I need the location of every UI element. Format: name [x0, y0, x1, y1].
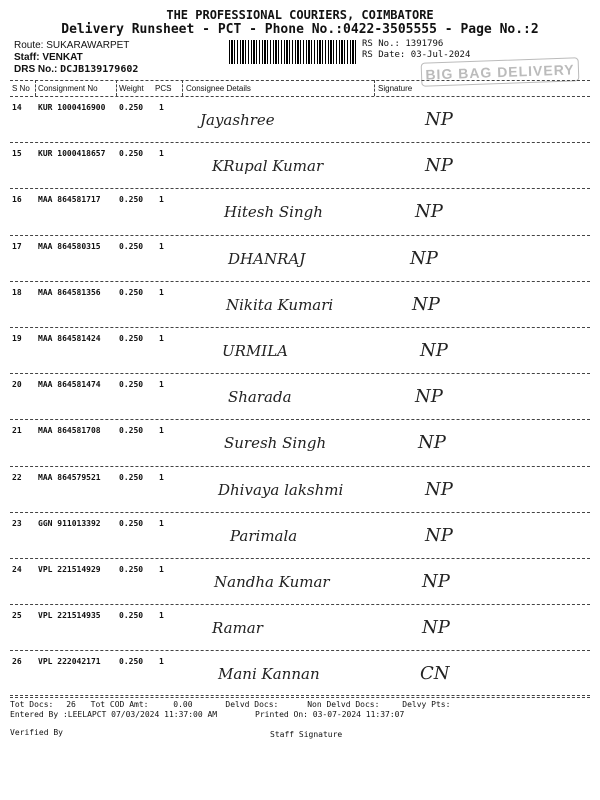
- row-consignee: Ramar: [212, 619, 263, 638]
- row-pcs: 1: [159, 472, 164, 482]
- delvy-pts-label: Delvy Pts:: [402, 700, 451, 709]
- entered-by: Entered By :LEELAPCT 07/03/2024 11:37:00 AM: [10, 710, 218, 719]
- row-consignment: MAA 864581474: [38, 380, 101, 390]
- row-consignee: Mani Kannan: [218, 665, 320, 684]
- col-divider: [116, 80, 117, 96]
- footer-rule: [10, 695, 590, 696]
- rs-date-value: 03-Jul-2024: [410, 50, 471, 60]
- row-weight: 0.250: [119, 195, 144, 205]
- col-header-consignee: Consignee Details: [186, 84, 251, 93]
- row-consignee: Dhivaya lakshmi: [218, 480, 344, 499]
- row-consignment: GGN 911013392: [38, 518, 101, 528]
- verified-by-label: Verified By: [10, 728, 63, 737]
- drs-value: DCJB139179602: [60, 64, 139, 75]
- delivery-stamp: BIG BAG DELIVERY: [421, 57, 580, 86]
- col-header-signature: Signature: [378, 84, 413, 93]
- col-header-pcs: PCS: [155, 84, 172, 93]
- row-signature: NP: [420, 340, 448, 361]
- runsheet-subtitle: Delivery Runsheet - PCT - Phone No.:0422-3505555 - Page No.:2: [61, 22, 539, 37]
- staff-signature-label: Staff Signature: [270, 730, 343, 739]
- row-signature: NP: [422, 571, 450, 592]
- col-divider: [35, 80, 36, 96]
- tot-docs-label: Tot Docs:: [10, 700, 54, 709]
- col-header-sno: S No: [12, 84, 30, 93]
- row-consignment: MAA 864581708: [38, 426, 101, 436]
- row-pcs: 1: [159, 241, 164, 251]
- row-consignee: Nandha Kumar: [214, 573, 330, 591]
- row-pcs: 1: [159, 426, 164, 436]
- staff-label: Staff:: [14, 52, 40, 63]
- company-title: THE PROFESSIONAL COURIERS, COIMBATORE: [166, 8, 434, 22]
- row-weight: 0.250: [119, 149, 144, 159]
- row-consignment: VPL 221514929: [38, 565, 101, 574]
- row-weight: 0.250: [119, 657, 144, 667]
- row-consignee: Hitesh Singh: [224, 203, 323, 222]
- row-weight: 0.250: [119, 611, 144, 621]
- row-weight: 0.250: [119, 241, 144, 251]
- row-consignee: KRupal Kumar: [212, 157, 324, 176]
- row-consignee: Parimala: [230, 526, 298, 545]
- delvd-docs-label: Delvd Docs:: [225, 700, 279, 709]
- row-weight: 0.250: [119, 518, 144, 528]
- row-pcs: 1: [159, 518, 164, 528]
- row-separator: [10, 697, 590, 698]
- row-consignee: Sharada: [228, 388, 292, 407]
- row-weight: 0.250: [119, 287, 144, 297]
- row-sno: 15: [12, 149, 22, 159]
- printed-on: Printed On: 03-07-2024 11:37:07: [255, 710, 405, 719]
- rs-no-label: RS No.:: [362, 39, 400, 49]
- barcode: [229, 40, 357, 64]
- row-sno: 21: [12, 426, 22, 436]
- row-pcs: 1: [159, 287, 164, 297]
- non-delvd-docs-label: Non Delvd Docs:: [307, 700, 380, 709]
- col-header-consignment: Consignment No: [38, 84, 98, 93]
- route-line: [14, 40, 129, 51]
- tot-cod-value: 0.00: [173, 700, 193, 709]
- staff-line: [14, 52, 83, 63]
- row-weight: 0.250: [119, 103, 144, 112]
- route-label: Route:: [14, 40, 44, 51]
- row-consignment: MAA 864579521: [38, 472, 101, 482]
- row-weight: 0.250: [119, 380, 144, 390]
- row-pcs: 1: [159, 657, 164, 667]
- staff-value: VENKAT: [42, 52, 83, 63]
- row-signature: NP: [425, 155, 453, 177]
- row-sno: 17: [12, 241, 22, 251]
- drs-label: DRS No.:: [14, 64, 58, 75]
- row-consignee: Nikita Kumari: [226, 295, 334, 314]
- row-pcs: 1: [159, 149, 164, 159]
- route-value: SUKARAWARPET: [46, 40, 130, 51]
- row-weight: 0.250: [119, 472, 144, 482]
- row-pcs: 1: [159, 611, 164, 621]
- row-sno: 20: [12, 380, 22, 390]
- col-divider: [182, 80, 183, 96]
- drs-line: [14, 64, 138, 75]
- col-divider: [374, 80, 375, 96]
- rs-no-value: 1391796: [405, 39, 444, 49]
- row-sno: 23: [12, 518, 22, 528]
- col-header-weight: Weight: [119, 84, 144, 93]
- row-consignment: KUR 1000418657: [38, 149, 106, 159]
- row-pcs: 1: [159, 334, 164, 343]
- row-consignee: URMILA: [222, 342, 289, 360]
- row-signature: NP: [418, 432, 446, 454]
- row-sno: 14: [12, 103, 22, 112]
- row-consignee: DHANRAJ: [228, 249, 306, 268]
- row-signature: NP: [425, 109, 453, 130]
- header-rule-top: [10, 80, 590, 81]
- row-consignee: Jayashree: [200, 111, 275, 129]
- row-sno: 22: [12, 472, 22, 482]
- row-consignment: MAA 864581717: [38, 195, 101, 205]
- row-consignment: MAA 864581356: [38, 287, 101, 297]
- row-pcs: 1: [159, 380, 164, 390]
- row-sno: 25: [12, 611, 22, 621]
- row-signature: CN: [420, 663, 450, 685]
- row-signature: NP: [410, 247, 438, 269]
- tot-docs-value: 26: [66, 700, 76, 709]
- row-consignee: Suresh Singh: [224, 434, 327, 453]
- row-signature: NP: [422, 617, 450, 639]
- rs-no-line: [362, 39, 443, 49]
- row-pcs: 1: [159, 103, 164, 112]
- row-consignment: VPL 222042171: [38, 657, 101, 667]
- row-weight: 0.250: [119, 565, 144, 574]
- row-sno: 19: [12, 334, 22, 343]
- row-consignment: KUR 1000416900: [38, 103, 106, 112]
- rs-date-line: [362, 50, 470, 60]
- rs-date-label: RS Date:: [362, 50, 406, 60]
- row-signature: NP: [425, 524, 453, 546]
- row-sno: 26: [12, 657, 22, 667]
- row-consignment: VPL 221514935: [38, 611, 101, 621]
- row-pcs: 1: [159, 195, 164, 205]
- totals-line: [10, 700, 590, 709]
- row-pcs: 1: [159, 565, 164, 574]
- row-consignment: MAA 864580315: [38, 241, 101, 251]
- row-signature: NP: [412, 293, 440, 315]
- row-signature: NP: [415, 386, 443, 408]
- tot-cod-label: Tot COD Amt:: [90, 700, 149, 709]
- row-signature: NP: [415, 201, 443, 223]
- row-sno: 24: [12, 565, 22, 574]
- row-sno: 16: [12, 195, 22, 205]
- row-sno: 18: [12, 287, 22, 297]
- row-signature: NP: [425, 478, 453, 500]
- row-weight: 0.250: [119, 426, 144, 436]
- row-weight: 0.250: [119, 334, 144, 343]
- row-consignment: MAA 864581424: [38, 334, 101, 343]
